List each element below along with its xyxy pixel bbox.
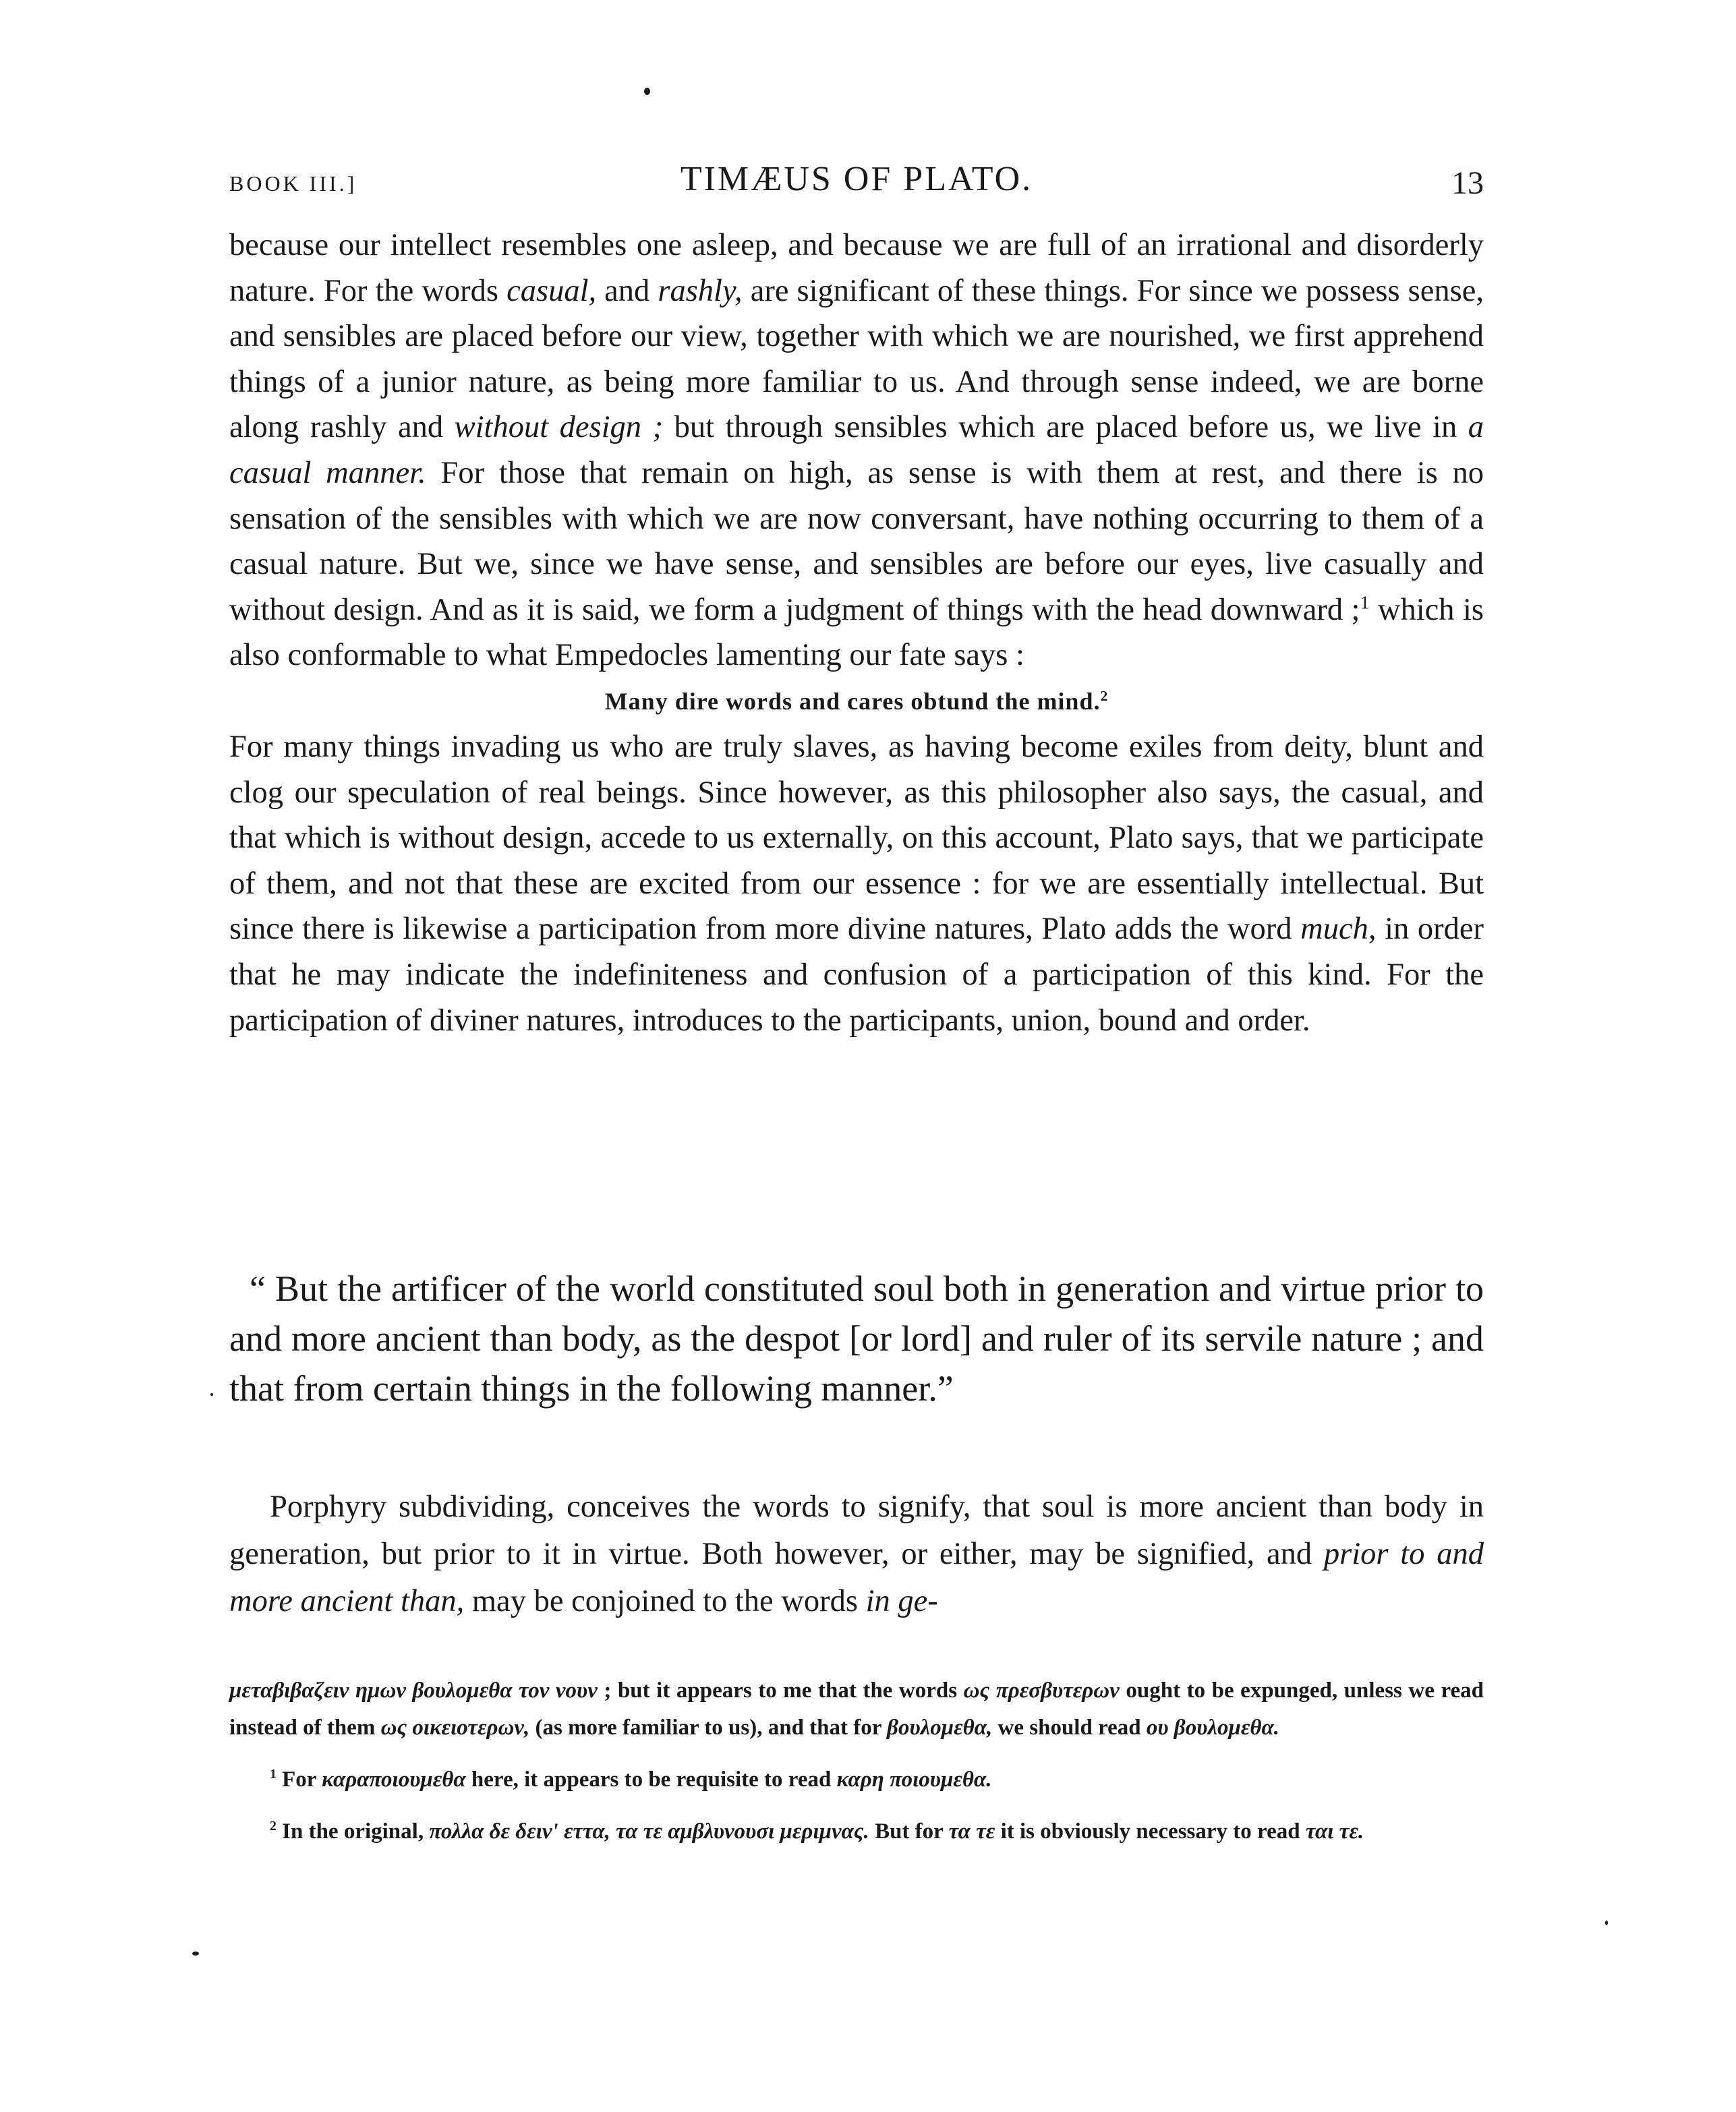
italic-run: prior to and more ancient than, — [229, 1537, 1484, 1618]
italic-run: rashly, — [658, 273, 743, 308]
scan-speck — [210, 1393, 213, 1396]
text-run: Porphyry subdividing, conceives the words to signify, that soul is more ancient than body in generation, but prior to it in virtue. Both however, or either, may be signified, and — [229, 1490, 1484, 1571]
scan-speck — [192, 1952, 199, 1956]
greek-text: καραποιουμεθα — [322, 1767, 466, 1792]
text-run: but through sensibles which are placed before us, we live in — [663, 410, 1468, 445]
text-run: For those that remain on high, as sense is with them at rest, and there is no sensation of the sensibles with which we are now conversant, have nothing occurring to them of a casual nature. But we, since we have sense, and sensibles are before our eyes, live casually and without design. And as it is said, we form a judgment of things with the head downward ; — [229, 455, 1484, 627]
italic-run: much, — [1300, 912, 1377, 947]
text-run: because our intellect resembles one asleep, and because we are full of an irrational and disorderly nature. For the words — [229, 228, 1484, 308]
text-run: (as more familiar to us), and that for — [529, 1715, 888, 1740]
running-header — [229, 159, 1484, 213]
footnotes — [229, 1672, 1484, 1865]
text-run: it is obviously necessary to read — [995, 1819, 1306, 1844]
verse-text: Many dire words and cares obtund the mind. — [604, 687, 1101, 715]
text-run: But for — [869, 1819, 949, 1844]
commentary-paragraph — [229, 724, 1484, 1043]
text-run: which is also conformable to what Empedocles lamenting our fate says : — [229, 592, 1484, 673]
footnote-2 — [229, 1813, 1484, 1850]
scan-speck — [644, 88, 650, 95]
porphyry-text — [229, 1484, 1484, 1625]
greek-text: βουλομεθα, — [887, 1715, 993, 1740]
page-number: 13 — [1451, 165, 1484, 201]
running-title: TIMÆUS OF PLATO. — [680, 160, 1033, 198]
greek-text: ου βουλομεθα. — [1146, 1715, 1280, 1740]
text-run: in order that he may indicate the indefiniteness and confusion of a participation of this kind. For the participation of diviner natures, introduces to the participants, union, bound and order. — [229, 912, 1484, 1038]
text-run: ought to be expunged, unless we read instead of them — [229, 1678, 1484, 1740]
greek-text: μεταβιβαζειν ημων βουλομεθα τον νουν — [229, 1678, 598, 1703]
greek-text: πολλα δε δειν' εττα, τα τε αμβλυνουσι μεριμνας. — [429, 1819, 869, 1844]
footnote-continuation — [229, 1672, 1484, 1747]
footnote-mark: 1 — [270, 1767, 277, 1782]
text-run: may be conjoined to the words — [464, 1584, 866, 1618]
commentary-section — [229, 223, 1484, 1043]
running-head-book: BOOK III.] — [229, 171, 357, 196]
footnote-1 — [229, 1761, 1484, 1798]
greek-text: καρη ποιουμεθα. — [836, 1767, 992, 1792]
text-run: For many things invading us who are truly slaves, as having become exiles from deity, blunt and clog our speculation of real beings. Since however, as this philosopher also says, the casual, and that which is without design, accede to us externally, on this account, Plato says, that we participate of them, and not that these are excited from our essence : for we are essentially intellectual. But since there is likewise a participation from more divine natures, Plato adds the word — [229, 729, 1484, 947]
text-run: In the original, — [276, 1819, 430, 1844]
text-run: For — [276, 1767, 322, 1792]
text-run: ; but it appears to me that the words — [597, 1678, 964, 1703]
quotation-text: “ But the artificer of the world constituted soul both in generation and virtue prior to and more ancient than body, as the despot [or lord] and ruler of its servile nature ; and that from certain things in the following manner.” — [229, 1268, 1484, 1409]
text-run: and — [596, 273, 658, 308]
greek-text: τα τε — [948, 1819, 995, 1844]
commentary-paragraph — [229, 223, 1484, 678]
footnote-ref: 2 — [1100, 687, 1109, 704]
italic-run: without design ; — [454, 410, 664, 445]
plato-quotation — [229, 1264, 1484, 1413]
text-run: are significant of these things. For since we possess sense, and sensibles are placed before our view, together with which we are nourished, we first apprehend things of a junior nature, as being more familiar to us. And through sense indeed, we are borne along rashly and — [229, 273, 1484, 445]
porphyry-paragraph — [229, 1484, 1484, 1625]
scan-speck — [1605, 1920, 1608, 1925]
text-run: we should read — [992, 1715, 1147, 1740]
empedocles-verse — [229, 678, 1484, 724]
greek-text: ως οικειοτερων, — [380, 1715, 530, 1740]
greek-text: ως πρεσβυτερων — [963, 1678, 1120, 1703]
text-run: here, it appears to be requisite to read — [465, 1767, 837, 1792]
italic-run: in ge- — [865, 1584, 938, 1618]
footnote-ref: 1 — [1360, 592, 1370, 614]
italic-run: casual, — [507, 273, 597, 308]
footnote-mark: 2 — [270, 1819, 277, 1834]
greek-text: ται τε. — [1305, 1819, 1364, 1844]
italic-run: a casual manner. — [229, 410, 1484, 490]
